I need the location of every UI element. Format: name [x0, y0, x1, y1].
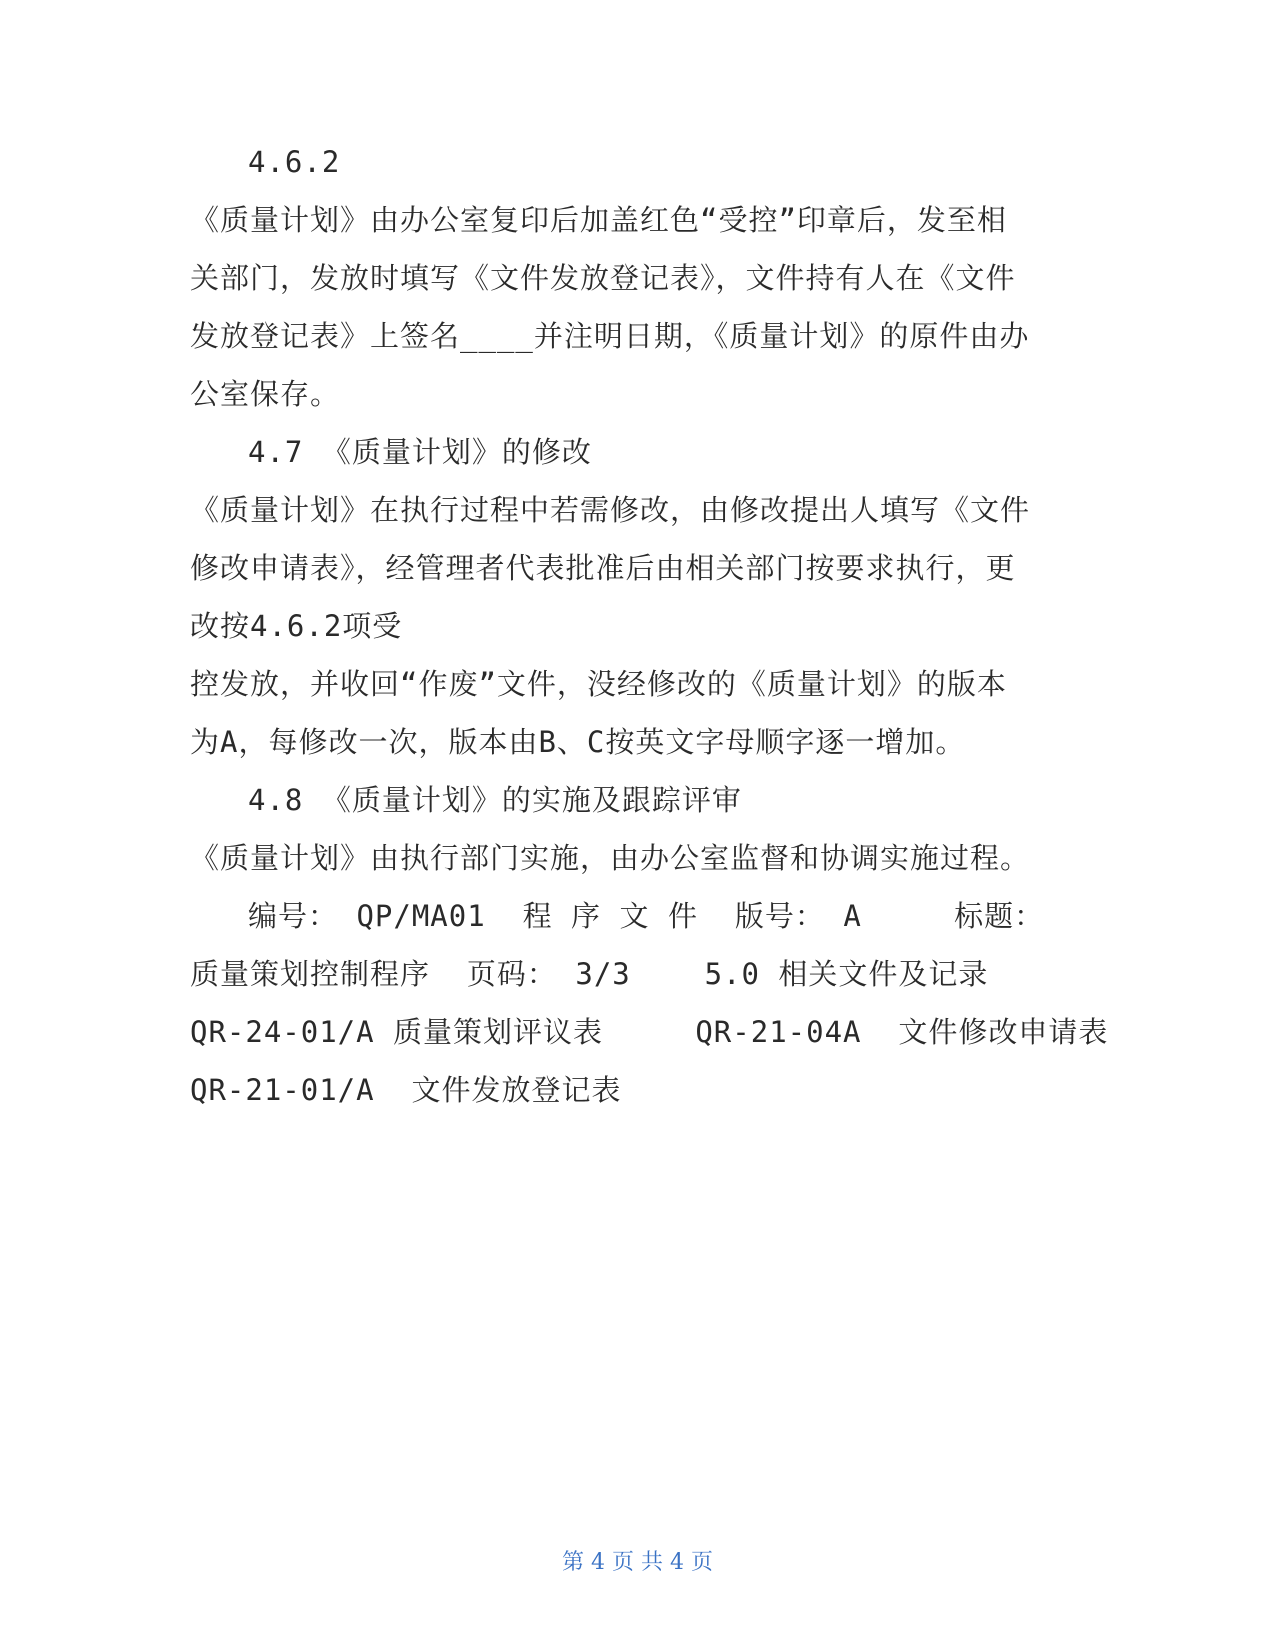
section-heading-4-8: 4.8 《质量计划》的实施及跟踪评审 [248, 783, 742, 817]
related-record-line: QR-24-01/A 质量策划评议表 QR-21-04A 文件修改申请表 [190, 1015, 1109, 1049]
paragraph-line: 《质量计划》由执行部门实施，由办公室监督和协调实施过程。 [190, 841, 1031, 875]
document-header-info: 编号： QP/MA01 程 序 文 件 版号： A 标题： [248, 899, 1045, 933]
document-header-info: 质量策划控制程序 页码： 3/3 5.0 相关文件及记录 [190, 957, 989, 991]
related-record-line: QR-21-01/A 文件发放登记表 [190, 1073, 622, 1107]
section-heading-4-7: 4.7 《质量计划》的修改 [248, 435, 592, 469]
paragraph-line: 修改申请表》，经管理者代表批准后由相关部门按要求执行，更 [190, 551, 1016, 585]
paragraph-line: 发放登记表》上签名____并注明日期，《质量计划》的原件由办 [190, 319, 1030, 353]
paragraph-line: 公室保存。 [190, 377, 341, 411]
paragraph-line: 《质量计划》由办公室复印后加盖红色“受控”印章后，发至相 [190, 203, 1007, 237]
paragraph-line: 为A，每修改一次，版本由B、C按英文字母顺字逐一增加。 [190, 725, 966, 759]
paragraph-line: 关部门，发放时填写《文件发放登记表》，文件持有人在《文件 [190, 261, 1016, 295]
paragraph-line: 控发放，并收回“作废”文件，没经修改的《质量计划》的版本 [190, 667, 1007, 701]
page-number-footer: 第 4 页 共 4 页 [562, 1550, 713, 1575]
paragraph-line: 改按4.6.2项受 [190, 609, 403, 643]
section-number-4-6-2: 4.6.2 [248, 145, 341, 179]
paragraph-line: 《质量计划》在执行过程中若需修改，由修改提出人填写《文件 [190, 493, 1031, 527]
